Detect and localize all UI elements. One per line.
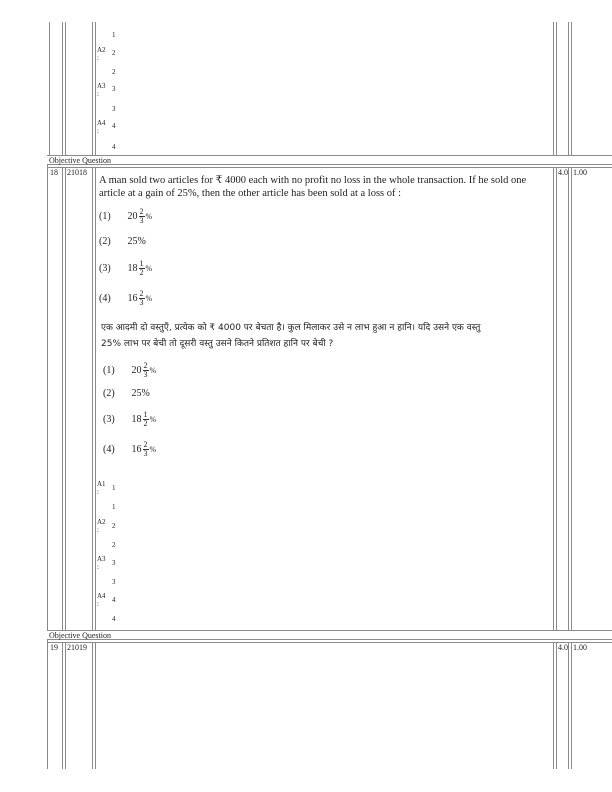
option-label: (3) [103, 413, 115, 425]
grid-line [95, 22, 96, 155]
fraction-whole: 16 [131, 443, 142, 455]
question-negative-marks: 1.00 [573, 168, 587, 177]
option-label: (3) [99, 262, 111, 274]
fraction [143, 362, 149, 379]
answer-colon: : [97, 600, 99, 608]
grid-line [92, 167, 93, 630]
answer-value: 2 [112, 522, 116, 530]
fraction-denominator: 3 [139, 298, 144, 307]
answer-colon: : [97, 90, 99, 98]
grid-line [571, 167, 572, 630]
percent-sign: % [145, 263, 153, 273]
option-1-hi [103, 362, 156, 379]
mixed-fraction [132, 362, 157, 379]
option-1-en [99, 208, 152, 225]
answer-value: 2 [112, 68, 116, 76]
grid-line [47, 639, 48, 769]
grid-line [571, 642, 572, 769]
grid-line [553, 642, 554, 769]
answer-value: 3 [112, 578, 116, 586]
fraction-numerator: 2 [143, 361, 148, 370]
grid-line [95, 642, 96, 769]
answer-value: 4 [112, 122, 116, 130]
percent-sign: % [149, 365, 157, 375]
grid-line [95, 167, 96, 630]
fraction [139, 290, 145, 307]
mixed-fraction [128, 290, 153, 307]
fraction-denominator: 2 [139, 268, 144, 277]
grid-line [47, 164, 48, 630]
question-negative-marks: 1.00 [573, 643, 587, 652]
fraction-numerator: 2 [139, 289, 144, 298]
fraction-numerator: 2 [143, 440, 148, 449]
fraction-whole: 16 [127, 292, 138, 304]
fraction-denominator: 2 [143, 419, 148, 428]
question-text-english: A man sold two articles for ₹ 4000 each with no profit no loss in the whole transaction. If he sold one article at a gain of 25%, then the other article has been sold at a loss of : [99, 175, 527, 199]
question-id: 21019 [67, 643, 87, 652]
grid-line [568, 642, 569, 769]
answer-label: A2 [97, 46, 106, 54]
option-2-hi [103, 388, 150, 400]
grid-line [47, 639, 612, 640]
option-label: (4) [99, 292, 111, 304]
grid-line [65, 642, 66, 769]
grid-line [65, 22, 66, 155]
percent-sign: % [149, 414, 157, 424]
fraction-numerator: 2 [139, 207, 144, 216]
grid-line [556, 642, 557, 769]
answer-value: 1 [112, 503, 116, 511]
option-label: (4) [103, 443, 115, 455]
percent-sign: % [149, 444, 157, 454]
percent-sign: % [145, 211, 153, 221]
grid-line [49, 22, 50, 155]
grid-line [62, 22, 63, 155]
fraction [143, 411, 149, 428]
answer-value: 4 [112, 596, 116, 604]
grid-line [556, 167, 557, 630]
fraction-denominator: 3 [143, 370, 148, 379]
answer-label: A1 [97, 480, 106, 488]
grid-line [92, 22, 93, 155]
fraction-whole: 20 [127, 210, 138, 222]
grid-line [571, 22, 572, 155]
answer-value: 3 [112, 85, 116, 93]
question-number: 18 [50, 168, 58, 177]
option-label: (2) [103, 388, 115, 399]
fraction-numerator: 1 [143, 410, 148, 419]
option-2-en [99, 236, 146, 248]
question-marks: 4.0 [558, 168, 568, 177]
option-3-hi [103, 411, 156, 428]
option-label: (1) [103, 364, 115, 376]
question-number: 19 [50, 643, 58, 652]
grid-line [47, 642, 612, 643]
section-label: Objective Question [49, 631, 111, 640]
percent-sign: % [145, 293, 153, 303]
option-4-en [99, 290, 152, 307]
option-value: 25% [131, 388, 150, 399]
option-3-en [99, 260, 152, 277]
answer-label: A4 [97, 592, 106, 600]
fraction-whole: 20 [131, 364, 142, 376]
fraction-numerator: 1 [139, 259, 144, 268]
grid-line [47, 155, 612, 156]
grid-line [568, 167, 569, 630]
grid-line [92, 642, 93, 769]
answer-value: 2 [112, 541, 116, 549]
grid-line [62, 642, 63, 769]
mixed-fraction [132, 441, 157, 458]
grid-line [62, 167, 63, 630]
answer-colon: : [97, 526, 99, 534]
fraction-whole: 18 [127, 262, 138, 274]
answer-value: 3 [112, 559, 116, 567]
answer-value: 1 [112, 484, 116, 492]
answer-colon: : [97, 563, 99, 571]
grid-line [65, 167, 66, 630]
question-text-hindi-line1: एक आदमी दो वस्तुएँ, प्रत्येक को ₹ 4000 पर बेचता है। कुल मिलाकर उसे न लाभ हुआ न हानि। यदि उसने एक वस्तु [101, 323, 481, 333]
fraction-denominator: 3 [139, 216, 144, 225]
question-text-hindi-line2: 25% लाभ पर बेची तो दूसरी वस्तु उसने कितने प्रतिशत हानि पर बेची ? [101, 339, 334, 349]
answer-colon: : [97, 488, 99, 496]
grid-line [556, 22, 557, 155]
mixed-fraction [132, 411, 157, 428]
answer-label: A3 [97, 82, 106, 90]
grid-line [47, 164, 612, 165]
answer-colon: : [97, 127, 99, 135]
answer-label: A4 [97, 119, 106, 127]
option-value: 25% [127, 236, 146, 247]
option-label: (1) [99, 210, 111, 222]
option-label: (2) [99, 236, 111, 247]
grid-line [47, 167, 612, 168]
mixed-fraction [128, 208, 153, 225]
fraction-whole: 18 [131, 413, 142, 425]
grid-line [47, 630, 612, 631]
answer-colon: : [97, 54, 99, 62]
question-id: 21018 [67, 168, 87, 177]
answer-value: 1 [112, 31, 116, 39]
fraction [139, 208, 145, 225]
option-4-hi [103, 441, 156, 458]
answer-label: A3 [97, 555, 106, 563]
answer-value: 2 [112, 49, 116, 57]
fraction [143, 441, 149, 458]
answer-label: A2 [97, 518, 106, 526]
answer-value: 3 [112, 105, 116, 113]
fraction [139, 260, 145, 277]
grid-line [553, 22, 554, 155]
grid-line [553, 167, 554, 630]
answer-value: 4 [112, 615, 116, 623]
grid-line [568, 22, 569, 155]
section-label: Objective Question [49, 156, 111, 165]
question-marks: 4.0 [558, 643, 568, 652]
mixed-fraction [128, 260, 153, 277]
answer-value: 4 [112, 143, 116, 151]
fraction-denominator: 3 [143, 449, 148, 458]
